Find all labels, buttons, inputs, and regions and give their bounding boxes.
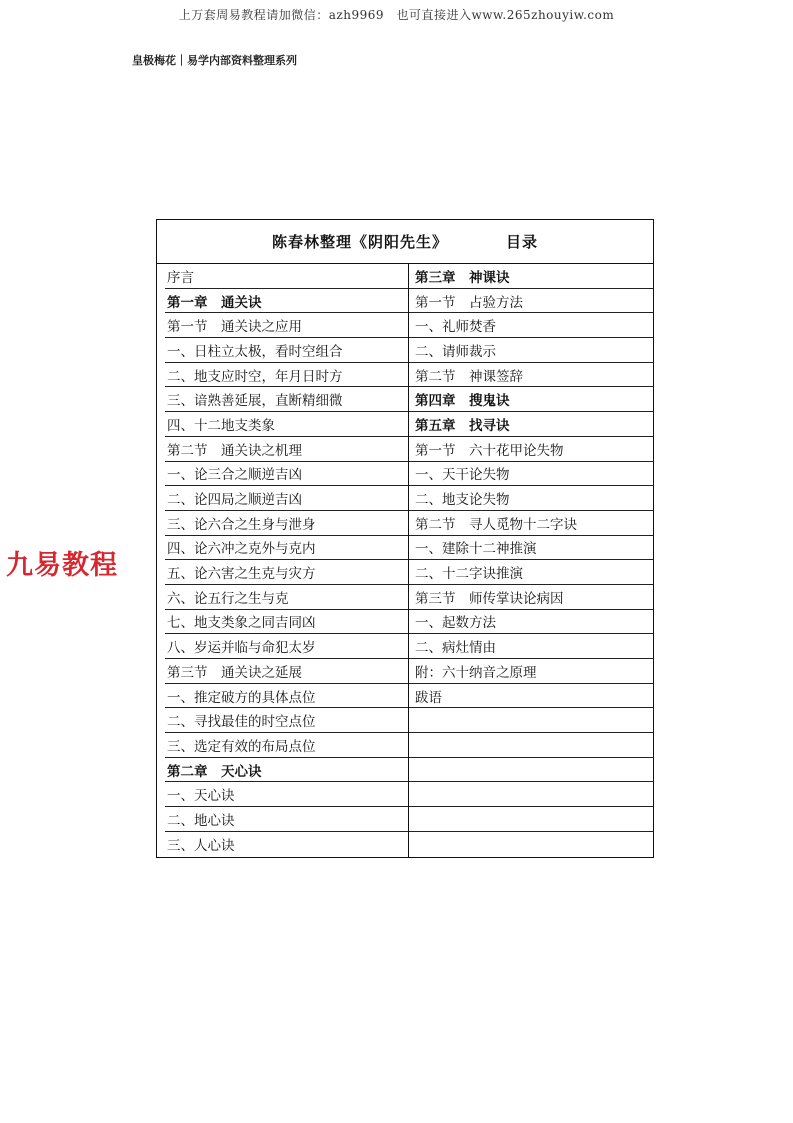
toc-entry (409, 708, 653, 733)
toc-entry: 第三节 通关诀之延展 (165, 659, 408, 684)
toc-entry: 七、地支类象之同吉同凶 (165, 610, 408, 635)
toc-entry: 一、推定破方的具体点位 (165, 684, 408, 709)
toc-entry: 三、谙熟善延展，直断精细微 (165, 387, 408, 412)
toc-entry: 二、地支论失物 (409, 486, 653, 511)
toc-entry: 第一节 六十花甲论失物 (409, 437, 653, 462)
toc-entry: 序言 (165, 264, 408, 289)
toc-left-column (157, 264, 409, 857)
toc-entry: 五、论六害之生克与灾方 (165, 560, 408, 585)
toc-entry: 二、病灶情由 (409, 634, 653, 659)
toc-entry: 二、请师裁示 (409, 338, 653, 363)
toc-entry: 第二节 通关诀之机理 (165, 437, 408, 462)
toc-entry: 三、论六合之生身与泄身 (165, 511, 408, 536)
toc-entry: 第四章 搜鬼诀 (409, 387, 653, 412)
toc-right-column (409, 264, 653, 857)
toc-entry: 一、起数方法 (409, 610, 653, 635)
toc-entry: 一、天干论失物 (409, 462, 653, 487)
toc-entry: 跋语 (409, 684, 653, 709)
toc-table (156, 219, 654, 858)
toc-entry: 第五章 找寻诀 (409, 412, 653, 437)
toc-entry: 二、地心诀 (165, 807, 408, 832)
toc-entry: 二、论四局之顺逆吉凶 (165, 486, 408, 511)
toc-entry: 八、岁运并临与命犯太岁 (165, 634, 408, 659)
toc-body (157, 264, 653, 857)
toc-entry: 一、论三合之顺逆吉凶 (165, 462, 408, 487)
toc-entry: 六、论五行之生与克 (165, 585, 408, 610)
toc-entry: 三、人心诀 (167, 838, 235, 855)
toc-entry: 第二节 寻人觅物十二字诀 (409, 511, 653, 536)
toc-entry (409, 782, 653, 807)
toc-entry: 一、日柱立太极，看时空组合 (165, 338, 408, 363)
toc-entry (409, 807, 653, 832)
toc-entry: 四、十二地支类象 (165, 412, 408, 437)
toc-entry: 三、选定有效的布局点位 (165, 733, 408, 758)
toc-entry: 四、论六冲之克外与克内 (165, 536, 408, 561)
toc-entry: 第三章 神课诀 (409, 264, 653, 289)
watermark-logo: 九易教程 (6, 550, 118, 581)
toc-entry: 二、寻找最佳的时空点位 (165, 708, 408, 733)
top-notice: 上万套周易教程请加微信：azh9969 也可直接进入www.265zhouyiw.com (178, 8, 615, 22)
toc-title (157, 220, 653, 264)
toc-entry: 二、地支应时空，年月日时方 (165, 363, 408, 388)
toc-entry: 第一节 占验方法 (409, 289, 653, 314)
toc-entry: 附：六十纳音之原理 (409, 659, 653, 684)
toc-entry: 第三节 师传掌诀论病因 (409, 585, 653, 610)
toc-title-suffix: 目录 (506, 233, 539, 251)
toc-entry (409, 733, 653, 758)
toc-entry: 第一章 通关诀 (165, 289, 408, 314)
toc-entry: 第二节 神课签辞 (409, 363, 653, 388)
series-header: 皇极梅花｜易学内部资料整理系列 (132, 54, 297, 67)
toc-entry (409, 832, 653, 857)
toc-entry: 二、十二字诀推演 (409, 560, 653, 585)
toc-entry: 第一节 通关诀之应用 (165, 313, 408, 338)
toc-entry: 一、天心诀 (165, 782, 408, 807)
toc-entry: 一、礼师焚香 (409, 313, 653, 338)
toc-entry: 第二章 天心诀 (165, 758, 408, 783)
toc-title-text: 陈春林整理《阴阳先生》 (271, 233, 448, 251)
toc-entry: 一、建除十二神推演 (409, 536, 653, 561)
toc-entry (409, 758, 653, 783)
